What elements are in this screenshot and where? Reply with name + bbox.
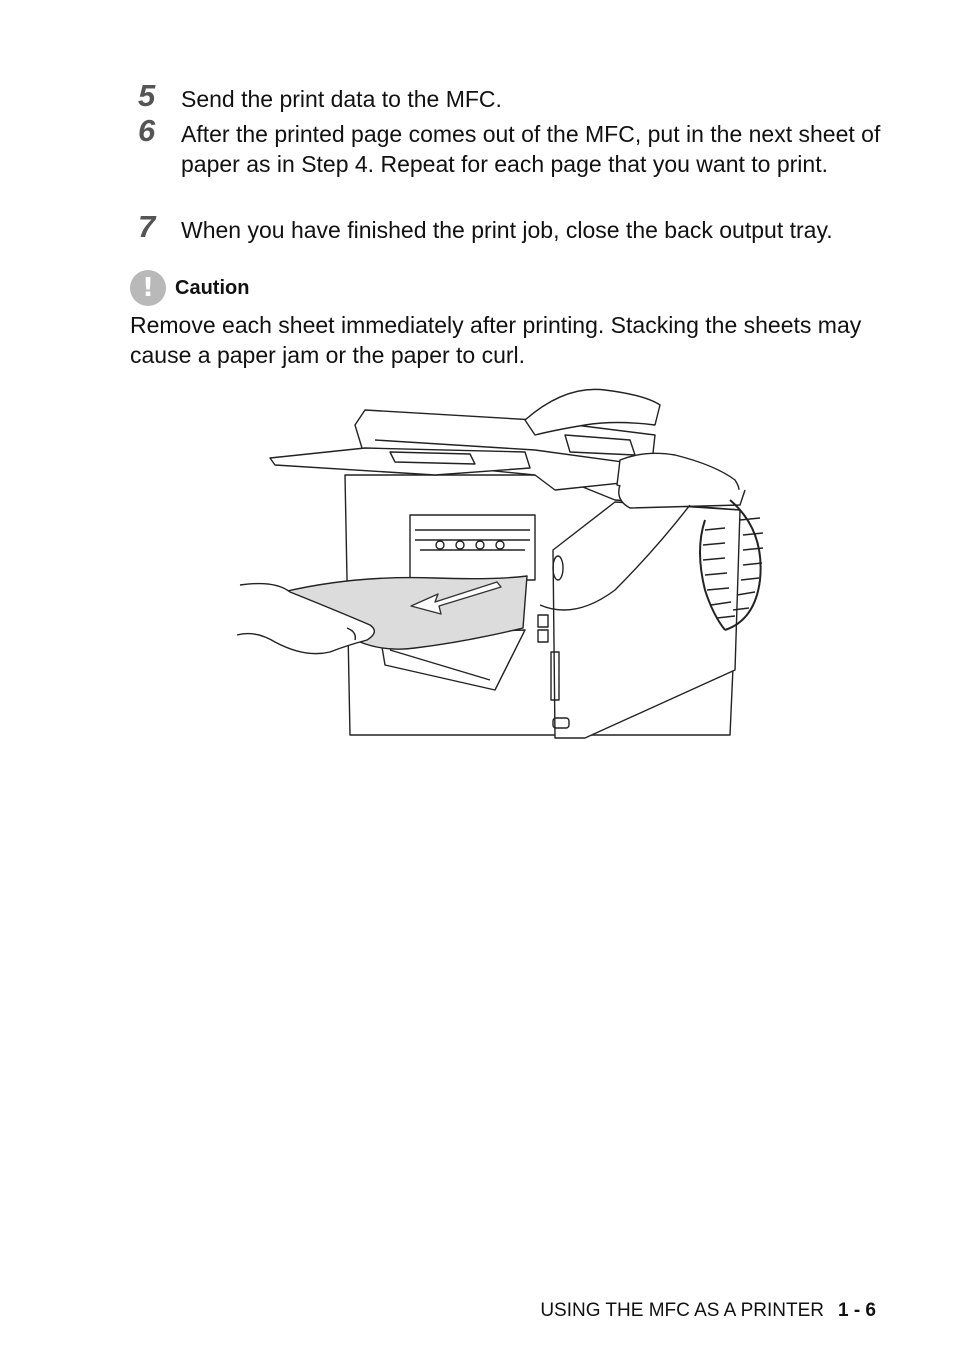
step-number: 5 <box>138 78 156 113</box>
caution-text: Remove each sheet immediately after printing. Stacking the sheets may cause a paper jam or the paper to curl. <box>130 312 862 368</box>
footer-section-title: USING THE MFC AS A PRINTER <box>540 1300 824 1321</box>
step-number: 7 <box>138 209 156 244</box>
rear-opening <box>410 515 535 580</box>
step-text: When you have finished the print job, close the back output tray. <box>181 217 833 243</box>
exclamation-icon: ! <box>130 270 166 306</box>
mfc-rear-paper-removal-illustration <box>235 380 780 750</box>
caution-title: Caution <box>175 276 250 299</box>
step-text: Send the print data to the MFC. <box>181 86 502 112</box>
caution-header <box>130 270 249 306</box>
page-footer <box>540 1300 876 1322</box>
step-number: 6 <box>138 113 156 148</box>
page-number: 1 - 6 <box>837 1300 876 1321</box>
step-text: After the printed page comes out of the MFC, put in the next sheet of paper as in Step 4. Repeat for each page that you want to print. <box>181 121 881 177</box>
